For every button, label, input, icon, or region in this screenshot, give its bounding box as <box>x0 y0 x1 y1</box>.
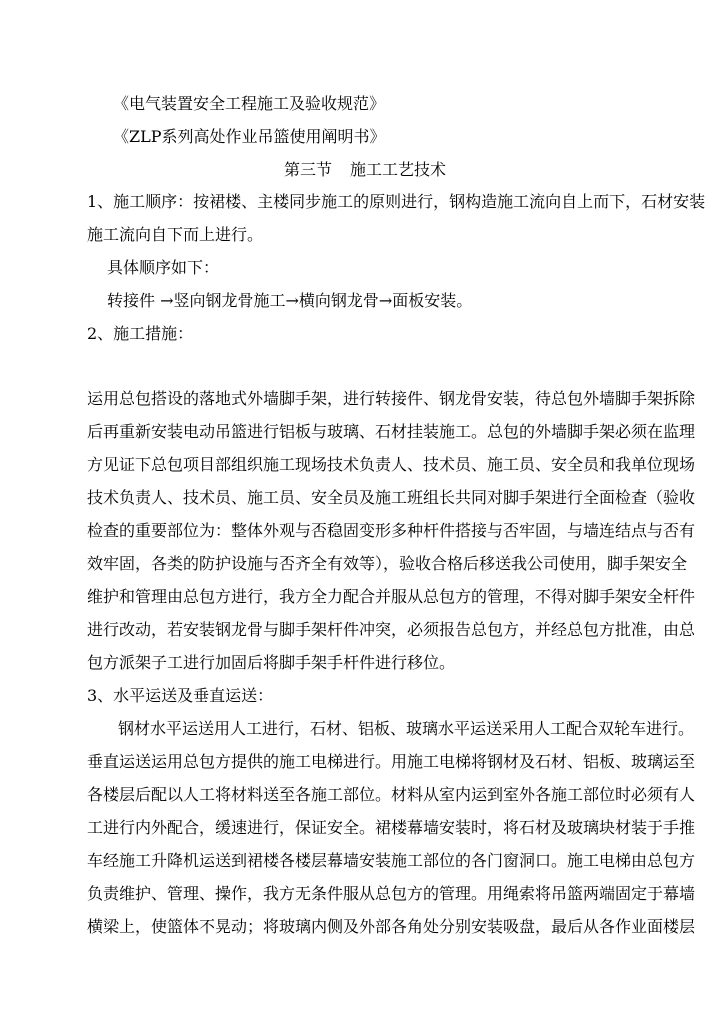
item2-line: 后再重新安装电动吊篮进行铝板与玻璃、石材挂装施工。总包的外墙脚手架必须在监理 <box>87 422 696 441</box>
section-title: 施工工艺技术 <box>350 160 447 179</box>
item1-line: 施工流向自下而上进行。 <box>87 225 264 244</box>
item2-line: 效牢固，各类的防护设施与否齐全有效等），验收合格后移送我公司使用，脚手架安全 <box>87 554 688 573</box>
item3-line: 工进行内外配合，缓速进行，保证安全。裙楼幕墙安装时，将石材及玻璃块材装于手推 <box>87 818 696 837</box>
item2-line: 方见证下总包项目部组织施工现场技术负责人、技术员、施工员、安全员和我单位现场 <box>87 455 696 474</box>
item1-sub-heading: 具体顺序如下： <box>107 258 220 277</box>
item3-line: 横梁上，使篮体不晃动；将玻璃内侧及外部各角处分别安装吸盘，最后从各作业面楼层 <box>87 917 696 936</box>
item3-line: 垂直运送运用总包方提供的施工电梯进行。用施工电梯将钢材及石材、铝板、玻璃运至 <box>87 752 696 771</box>
item2-heading: 2、施工措施： <box>87 324 194 343</box>
item3-line: 各楼层后配以人工将材料送至各施工部位。材料从室内运到室外各施工部位时必须有人 <box>87 785 696 804</box>
section-number: 第三节 <box>284 160 333 179</box>
item3-line: 负责维护、管理、操作，我方无条件服从总包方的管理。用绳索将吊篮两端固定于幕墙 <box>87 884 696 903</box>
reference-zlp-manual: 《ZLP系列高处作业吊篮使用阐明书》 <box>113 127 386 146</box>
item3-heading: 3、水平运送及垂直运送： <box>87 686 274 705</box>
item3-line: 车经施工升降机运送到裙楼各楼层幕墙安装施工部位的各门窗洞口。施工电梯由总包方 <box>87 851 696 870</box>
item2-line: 技术负责人、技术员、施工员、安全员及施工班组长共同对脚手架进行全面检查（验收 <box>87 488 696 507</box>
item1-sequence: 转接件 →竖向钢龙骨施工→横向钢龙骨→面板安装。 <box>107 291 473 310</box>
item3-line: 钢材水平运送用人工进行，石材、铝板、玻璃水平运送采用人工配合双轮车进行。 <box>118 719 695 738</box>
item1-line: 1、施工顺序：按裙楼、主楼同步施工的原则进行，钢构造施工流向自上而下，石材安装 <box>87 192 706 211</box>
item2-line: 包方派架子工进行加固后将脚手架手杆件进行移位。 <box>87 653 456 672</box>
item2-line: 检查的重要部位为：整体外观与否稳固变形多种杆件搭接与否牢固，与墙连结点与否有 <box>87 521 696 540</box>
item2-line: 维护和管理由总包方进行，我方全力配合并服从总包方的管理，不得对脚手架安全杆件 <box>87 587 696 606</box>
reference-electrical-spec: 《电气装置安全工程施工及验收规范》 <box>113 94 386 113</box>
item2-line: 运用总包搭设的落地式外墙脚手架，进行转接件、钢龙骨安装，待总包外墙脚手架拆除 <box>87 389 696 408</box>
section-heading <box>284 160 446 180</box>
item2-line: 进行改动，若安装钢龙骨与脚手架杆件冲突，必须报告总包方，并经总包方批准，由总 <box>87 620 696 639</box>
